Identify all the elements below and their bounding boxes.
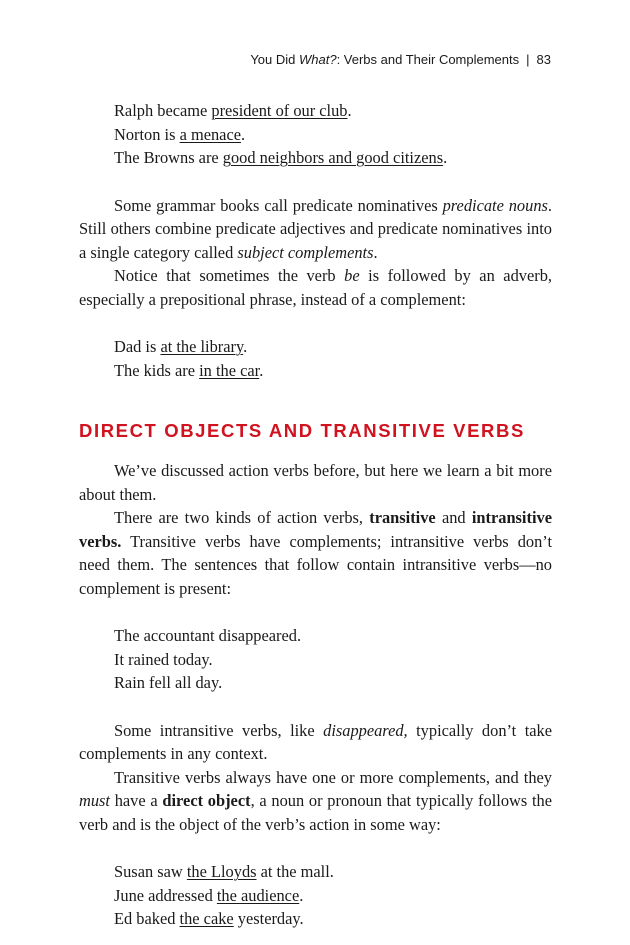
underlined-phrase: in the car [199,360,260,380]
examples-predicate-nominatives [114,99,552,170]
underlined-complement: president of our club [211,101,348,120]
header-separator: | [526,52,530,67]
underlined-phrase: at the library [160,337,244,356]
page-number: 83 [536,52,551,67]
section-heading: DIRECT OBJECTS AND TRANSITIVE VERBS [79,420,525,441]
example-sentence: Norton is a menace. [114,124,246,144]
examples-direct-object [114,860,552,931]
example-sentence: It rained today. [114,649,213,669]
running-head [250,52,551,67]
example-sentence: Dad is at the library. [114,337,248,356]
examples-adverb-phrases [114,335,552,382]
paragraph: Notice that sometimes the verb be is followed by an adverb, especially a prepositional phrase, instead of a complement: [79,266,552,309]
example-sentence: Rain fell all day. [114,673,223,692]
paragraph: Transitive verbs always have one or more complements, and they must have a direct object, a noun or pronoun that typically follows the verb and is the object of the verb’s action in some way: [79,767,552,834]
paragraph: Some grammar books call predicate nominatives predicate nouns. Still others combine predicate adjectives and predicate nominatives into a single category called subject complements. [79,195,553,262]
underlined-direct-object: the audience [216,885,300,905]
underlined-complement: a menace [179,124,241,144]
underlined-direct-object: the Lloyds [186,862,257,881]
paragraph: We’ve discussed action verbs before, but here we learn a bit more about them. [79,461,552,504]
example-sentence: Ed baked the cake yesterday. [114,909,304,928]
examples-intransitive [114,624,552,695]
paragraph: There are two kinds of action verbs, transitive and intransitive verbs. Transitive verbs have complements; intransitive verbs don’t need them. The sentences that follow contain intransitive verbs—no complement is present: [79,508,552,598]
example-sentence: The Browns are good neighbors and good citizens. [114,148,448,167]
example-sentence: June addressed the audience. [114,885,304,905]
body-text [79,99,552,931]
example-sentence: Susan saw the Lloyds at the mall. [114,862,334,881]
example-sentence: Ralph became president of our club. [114,101,352,120]
example-sentence: The accountant disappeared. [114,626,302,645]
chapter-title: You Did What?: Verbs and Their Complements [250,52,520,67]
underlined-complement: good neighbors and good citizens [222,148,444,167]
paragraph: Some intransitive verbs, like disappeared, typically don’t take complements in any context. [79,720,552,763]
example-sentence: The kids are in the car. [114,360,264,380]
underlined-direct-object: the cake [179,909,234,928]
